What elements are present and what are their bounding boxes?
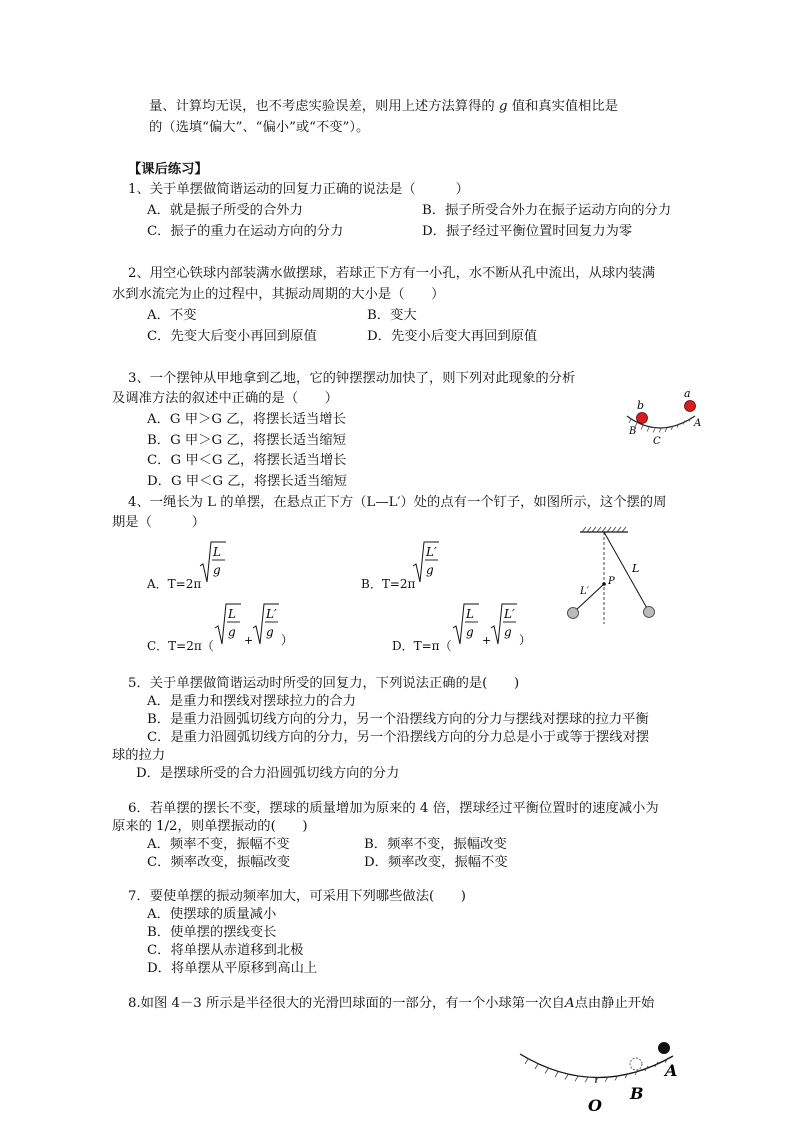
q6-option-d[interactable]: D．频率改变，振幅不变	[364, 855, 508, 870]
q6-stem-line-1: 6．若单摆的摆长不变，摆球的质量增加为原来的 4 倍，摆球经过平衡位置时的速度减小为	[128, 801, 659, 816]
q2-option-c[interactable]: C．先变大后变小再回到原值	[147, 329, 317, 344]
q8-stem-point-a: A	[564, 996, 575, 1011]
section-title: 【课后练习】	[128, 162, 208, 177]
q3-ball-a	[685, 401, 696, 412]
q5-option-a[interactable]: A．是重力和摆线对摆球拉力的合力	[147, 694, 357, 709]
q8-stem-a: 8.如图 4－3 所示是半径很大的光滑凹球面的一部分，有一个小球第一次自	[128, 996, 565, 1011]
q1-stem: 1、关于单摆做简谐运动的回复力正确的说法是（ ）	[128, 182, 469, 197]
q7-option-c[interactable]: C．将单摆从赤道移到北极	[147, 943, 304, 958]
q4-stem-line-1: 4、一绳长为 L 的单摆，在悬点正下方（L—L′）处的点有一个钉子，如图所示，这个摆的周	[128, 495, 667, 510]
q6-stem-line-2: 原来的 1/2，则单摆振动的( )	[112, 819, 308, 834]
q8-label-A: A	[665, 1061, 678, 1080]
q4-c-prefix: C．T=2π（	[147, 639, 214, 653]
q3-label-a: a	[684, 387, 691, 400]
q4-d-prefix: D．T=π（	[392, 639, 452, 653]
q4-a-prefix: A．T=2π	[147, 577, 202, 591]
q2-option-b[interactable]: B．变大	[367, 308, 417, 323]
intro-text-b: 值和真实值相比是	[511, 99, 619, 114]
q1-option-b[interactable]: B．振子所受合外力在振子运动方向的分力	[422, 203, 672, 218]
q5-stem: 5．关于单摆做简谐运动时所受的回复力，下列说法正确的是( )	[128, 676, 520, 691]
q4-d-close: ）	[519, 633, 532, 647]
q3-label-b: b	[637, 399, 645, 412]
q4-ceiling-hatch	[582, 527, 626, 532]
q6-option-b[interactable]: B．频率不变，振幅改变	[364, 837, 507, 852]
q1-option-a[interactable]: A．就是振子所受的合外力	[147, 203, 303, 218]
q4-label-L: L	[632, 562, 640, 575]
q3-label-A: A	[694, 418, 702, 429]
q4-ball-right	[644, 607, 655, 618]
q1-option-c[interactable]: C．振子的重力在运动方向的分力	[147, 224, 344, 239]
intro-line-1	[149, 97, 618, 118]
q2-stem-line-2: 水到水流完为止的过程中，其振动周期的大小是（ ）	[112, 287, 445, 302]
q7-stem: 7．要使单摆的振动频率加大，可采用下列哪些做法( )	[128, 889, 466, 904]
q3-option-d[interactable]: D．G 甲＜G 乙，将摆长适当缩短	[147, 474, 347, 489]
q1-option-d[interactable]: D．振子经过平衡位置时回复力为零	[422, 224, 633, 239]
q5-option-c-line-1[interactable]: C．是重力沿圆弧切线方向的分力，另一个沿摆线方向的分力总是小于或等于摆线对摆	[147, 730, 650, 745]
q8-label-B: B	[630, 1084, 644, 1103]
q4-string-long	[604, 532, 648, 610]
q8-surface	[520, 1054, 673, 1078]
q4-d-plus: +	[482, 634, 492, 647]
q4-option-a[interactable]	[147, 574, 201, 595]
intro-text-a: 量、计算均无误，也不考虑实验误差，则用上述方法算得的	[149, 99, 495, 114]
q4-c-close: ）	[281, 633, 294, 647]
q4-a-num: L	[213, 545, 221, 559]
q4-c-expr	[213, 602, 293, 646]
q4-c-den1: g	[228, 625, 236, 639]
q3-label-C: C	[653, 436, 661, 447]
q4-b-den: g	[426, 563, 434, 577]
q4-label-Lp: L′	[580, 586, 589, 597]
q6-option-a[interactable]: A．频率不变，振幅不变	[147, 837, 290, 852]
q3-option-c[interactable]: C．G 甲＜G 乙，将摆长适当增长	[147, 453, 347, 468]
q5-option-d[interactable]: D．是摆球所受的合力沿圆弧切线方向的分力	[136, 766, 400, 781]
q8-stem-b: 点由静止开始	[574, 996, 655, 1011]
q2-option-d[interactable]: D．先变小后变大再回到原值	[367, 329, 538, 344]
q6-option-c[interactable]: C．频率改变，振幅改变	[147, 855, 291, 870]
q3-stem-line-2: 及调准方法的叙述中正确的是（ ）	[112, 391, 339, 406]
q4-option-d[interactable]	[392, 636, 452, 657]
q3-label-B: B	[629, 426, 637, 437]
q4-stem-line-2: 期是（ ）	[112, 515, 206, 530]
q7-option-a[interactable]: A．使摆球的质量减小	[147, 907, 277, 922]
q4-option-b[interactable]	[361, 574, 415, 595]
q2-option-a[interactable]: A．不变	[147, 308, 197, 323]
q4-d-num1: L	[466, 607, 474, 621]
q4-c-den2: g	[266, 625, 274, 639]
q4-d-den2: g	[504, 625, 512, 639]
q8-figure	[518, 1040, 688, 1116]
q3-option-b[interactable]: B．G 甲＞G 乙，将摆长适当缩短	[147, 433, 347, 448]
intro-g-symbol: g	[498, 99, 508, 114]
q4-b-num: L′	[426, 545, 437, 559]
q4-ball-left	[568, 608, 579, 619]
q4-d-den1: g	[466, 625, 474, 639]
q2-stem-line-1: 2、用空心铁球内部装满水做摆球，若球正下方有一小孔，水不断从孔中流出，从球内装满	[128, 266, 656, 281]
q4-figure	[560, 526, 670, 626]
q4-c-num2: L′	[266, 607, 277, 621]
q5-option-b[interactable]: B．是重力沿圆弧切线方向的分力，另一个沿摆线方向的分力与摆线对摆球的拉力平衡	[147, 712, 649, 727]
q3-option-a[interactable]: A．G 甲＞G 乙，将摆长适当增长	[147, 412, 346, 427]
q4-c-num1: L	[228, 607, 236, 621]
q4-b-prefix: B．T=2π	[361, 577, 416, 591]
q4-label-P: P	[608, 576, 615, 587]
q3-stem-line-1: 3、一个摆钟从甲地拿到乙地，它的钟摆摆动加快了，则下列对此现象的分析	[128, 371, 576, 386]
q8-label-O: O	[588, 1096, 602, 1115]
q4-option-c[interactable]	[147, 636, 214, 657]
q7-option-b[interactable]: B．使单摆的摆线变长	[147, 925, 277, 940]
q3-ball-b	[637, 413, 648, 424]
q4-b-sqrt	[411, 540, 441, 584]
q4-a-sqrt	[198, 540, 228, 584]
q4-c-plus: +	[244, 634, 254, 647]
q4-d-num2: L′	[504, 607, 515, 621]
q7-option-d[interactable]: D．将单摆从平原移到高山上	[147, 961, 318, 976]
q4-a-den: g	[213, 563, 221, 577]
q8-ball-dashed	[630, 1058, 642, 1070]
q4-nail	[602, 582, 606, 586]
q8-stem	[128, 994, 654, 1015]
intro-line-2: 的（选填“偏大”、“偏小”或“不变”）。	[149, 120, 370, 135]
q3-figure	[615, 388, 710, 448]
q4-d-expr	[451, 602, 531, 646]
q5-option-c-line-2[interactable]: 球的拉力	[112, 748, 166, 763]
q8-ball	[658, 1042, 670, 1054]
